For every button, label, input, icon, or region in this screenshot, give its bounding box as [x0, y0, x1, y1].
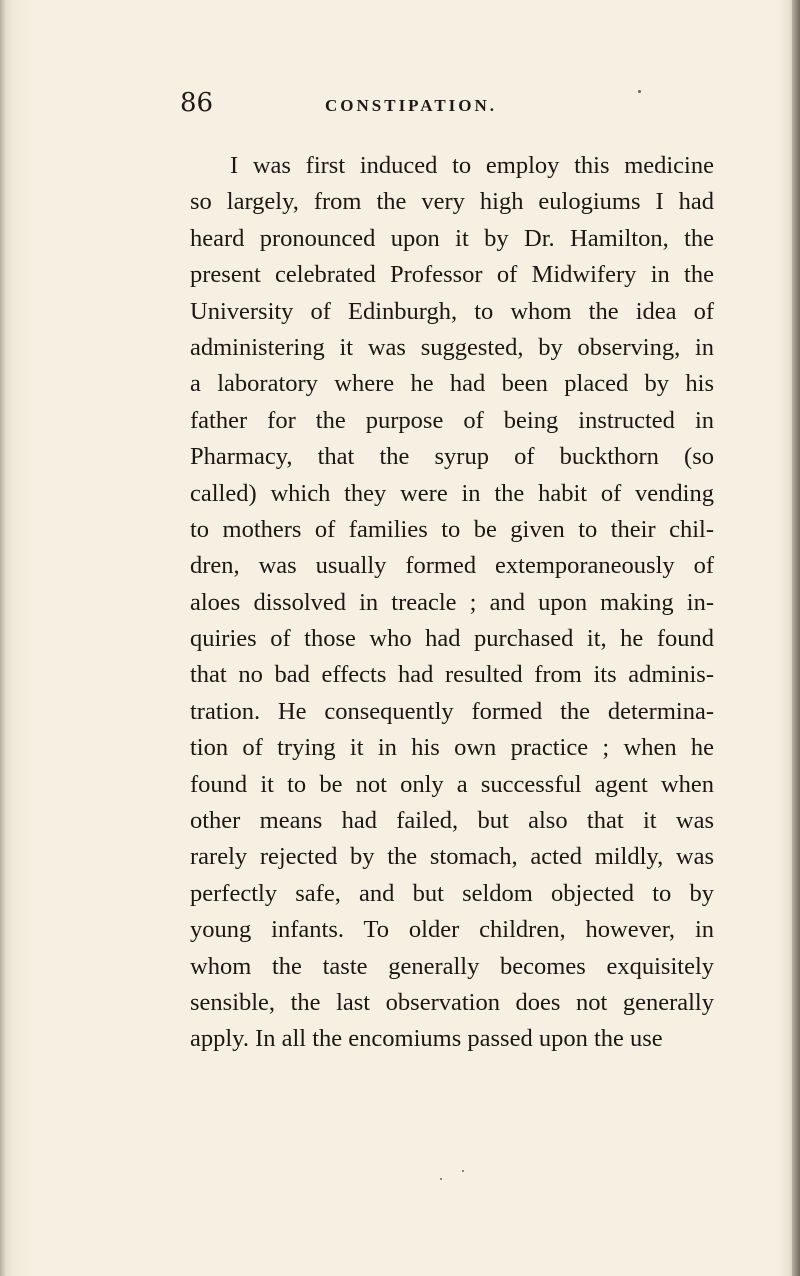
text-line: aloes dissolved in treacle ; and upon making in- [190, 588, 714, 616]
text-line: young infants. To older children, however, in [190, 916, 714, 944]
page-number: 86 [180, 88, 214, 118]
text-line: University of Edinburgh, to whom the idea of [190, 297, 714, 325]
paper-speck [462, 1170, 464, 1172]
running-head: CONSTIPATION. [325, 96, 498, 115]
text-line: quiries of those who had purchased it, he found [190, 625, 714, 653]
text-line: that no bad effects had resulted from its adminis- [190, 661, 714, 689]
page-header [0, 82, 800, 122]
text-line: so largely, from the very high eulogiums I had [190, 188, 714, 216]
text-line: I was first induced to employ this medicine [230, 152, 714, 179]
text-line: whom the taste generally becomes exquisitely [190, 952, 714, 980]
paper-speck [440, 1178, 442, 1180]
text-line: present celebrated Professor of Midwifery in the [190, 261, 714, 289]
page-edge [792, 0, 800, 1276]
text-line: to mothers of families to be given to their chil- [190, 515, 714, 543]
text-line: heard pronounced upon it by Dr. Hamilton, the [190, 224, 714, 252]
text-line: tration. He consequently formed the determina- [190, 697, 714, 725]
text-line: a laboratory where he had been placed by his [190, 370, 714, 398]
text-line: dren, was usually formed extemporaneously of [190, 552, 714, 580]
text-line: sensible, the last observation does not generally [190, 988, 714, 1016]
page-gutter-shadow [0, 0, 6, 1276]
text-line: apply. In all the encomiums passed upon the use [190, 1025, 663, 1053]
text-line: called) which they were in the habit of vending [190, 479, 714, 507]
text-line: found it to be not only a successful agent when [190, 770, 714, 798]
text-line: administering it was suggested, by observing, in [190, 333, 714, 361]
text-line: tion of trying it in his own practice ; when he [190, 734, 714, 762]
text-line: other means had failed, but also that it was [190, 807, 714, 835]
text-line: perfectly safe, and but seldom objected to by [190, 879, 714, 907]
paper-speck [638, 90, 641, 93]
text-line: rarely rejected by the stomach, acted mildly, was [190, 843, 714, 871]
text-line: father for the purpose of being instructed in [190, 406, 714, 434]
text-line: Pharmacy, that the syrup of buckthorn (so [190, 443, 714, 471]
body-paragraph [190, 148, 714, 1058]
